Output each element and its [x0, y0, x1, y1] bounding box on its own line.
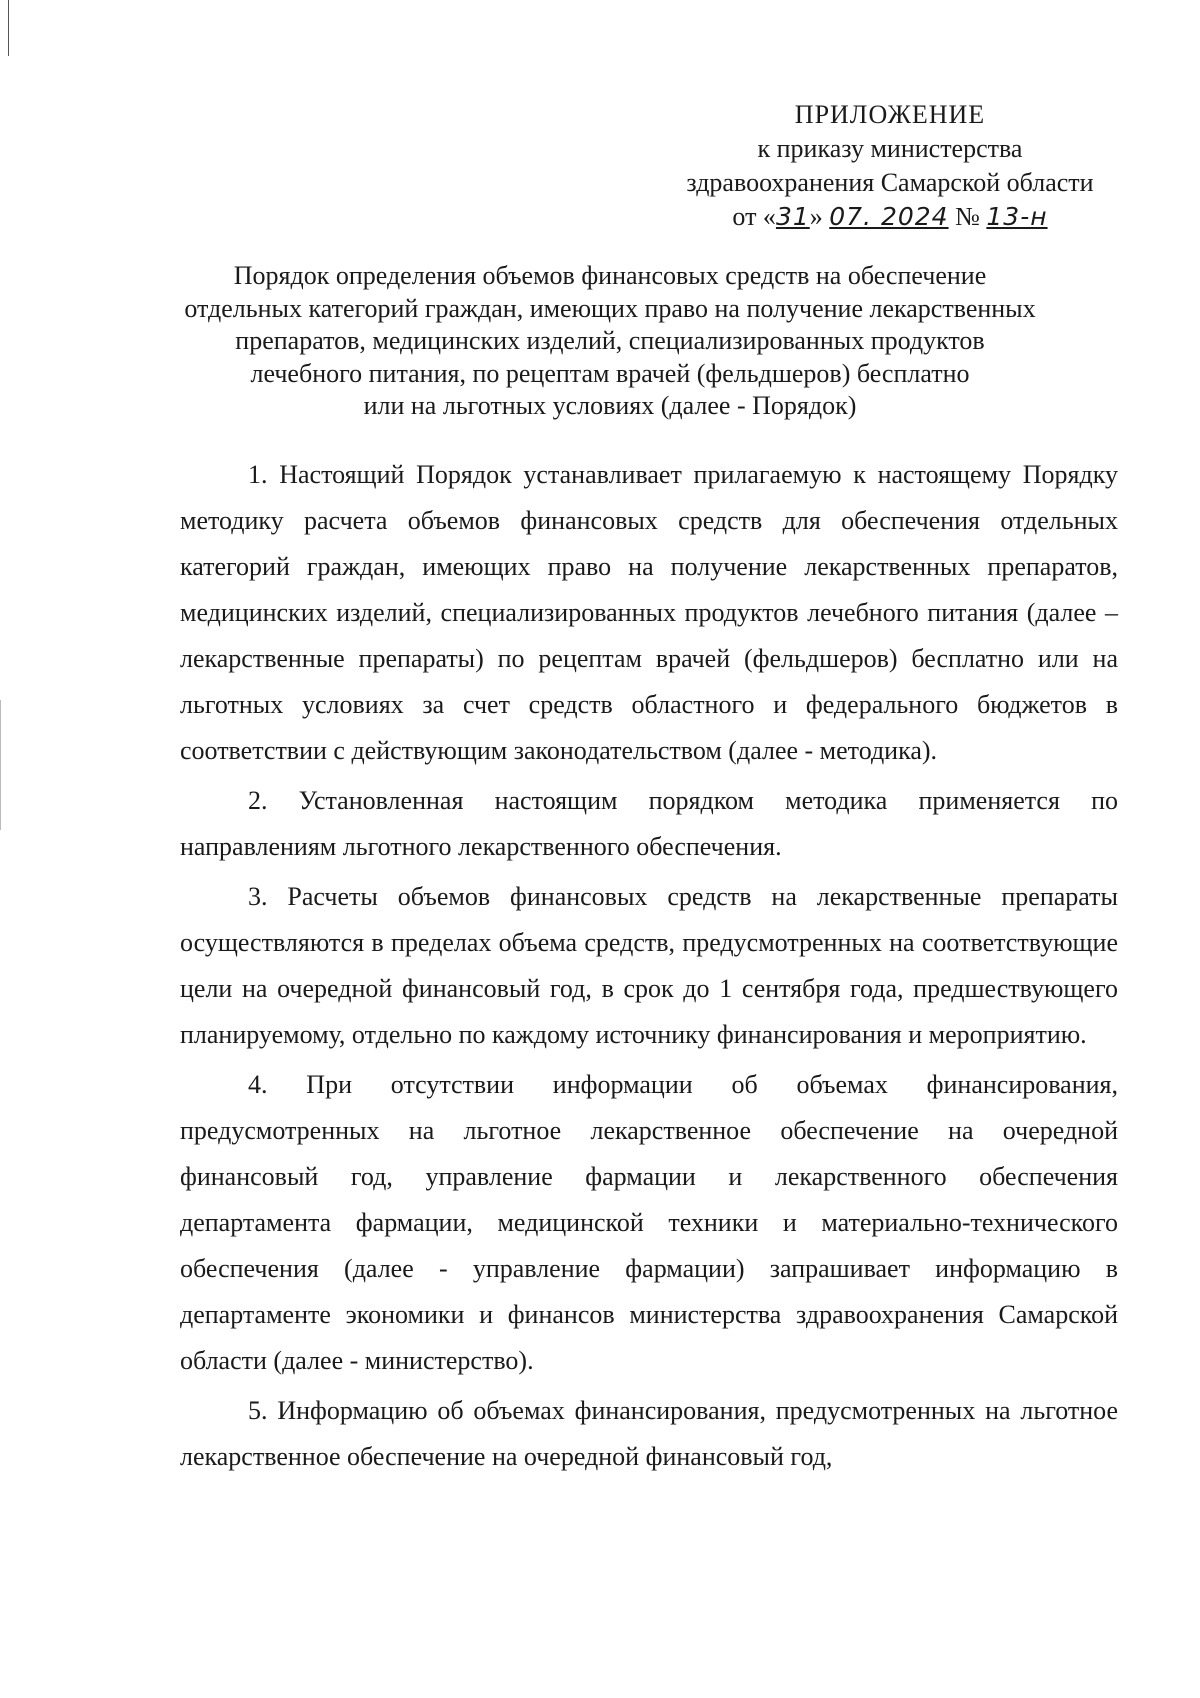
appendix-line: здравоохранения Самарской области — [686, 168, 1094, 197]
handwritten-month-year: 07. 2024 — [829, 202, 949, 231]
appendix-line: к приказу министерства — [757, 134, 1023, 163]
number-label: № — [948, 202, 987, 231]
paragraph-3: 3. Расчеты объемов финансовых средств на лекарственные препараты осуществляются в пределах объема средств, предусмотренных на соответствующие цели на очередной финансовый год, в срок до 1 сентября года, предшествующего планируемому, отдельно по каждому источнику финансирования и мероприятию. — [180, 882, 1118, 1049]
paragraph-4: 4. При отсутствии информации об объемах финансирования, предусмотренных на льготное лекарственное обеспечение на очередной финансовый год, управление фармации и лекарственного обеспечения департамента фармации, медицинской техники и материально-технического обеспечения (далее - управление фармации) запрашивает информацию в департаменте экономики и финансов министерства здравоохранения Самарской области (далее - министерство). — [180, 1070, 1118, 1375]
order-date-line — [650, 200, 1130, 234]
handwritten-order-number: 13-н — [986, 202, 1048, 231]
paragraph-1: 1. Настоящий Порядок устанавливает прилагаемую к настоящему Порядку методику расчета объемов финансовых средств для обеспечения отдельных категорий граждан, имеющих право на получение лекарственных препаратов, медицинских изделий, специализированных продуктов лечебного питания (далее – лекарственные препараты) по рецептам врачей (фельдшеров) бесплатно или на льготных условиях за счет средств областного и федерального бюджетов в соответствии с действующим законодательством (далее - методика). — [180, 460, 1118, 765]
title-line: Порядок определения объемов финансовых средств на обеспечение — [233, 261, 987, 290]
handwritten-day: 31 — [775, 202, 810, 231]
date-mid: » — [809, 202, 830, 231]
title-line: или на льготных условиях (далее - Порядок) — [363, 391, 857, 420]
document-body — [180, 452, 1118, 1484]
paragraph-5: 5. Информацию об объемах финансирования, предусмотренных на льготное лекарственное обеспечение на очередной финансовый год, — [180, 1396, 1118, 1471]
title-line: лечебного питания, по рецептам врачей (фельдшеров) бесплатно — [250, 358, 970, 388]
scan-edge-line — [8, 0, 9, 56]
title-line: отдельных категорий граждан, имеющих право на получение лекарственных — [184, 293, 1036, 323]
title-line: препаратов, медицинских изделий, специализированных продуктов — [235, 326, 985, 355]
appendix-title: ПРИЛОЖЕНИЕ — [794, 100, 986, 129]
appendix-header — [650, 98, 1130, 234]
scan-edge-line — [0, 700, 1, 830]
paragraph-2: 2. Установленная настоящим порядком методика применяется по направлениям льготного лекарственного обеспечения. — [180, 786, 1118, 861]
date-prefix: от « — [732, 202, 776, 231]
document-title — [150, 260, 1070, 423]
